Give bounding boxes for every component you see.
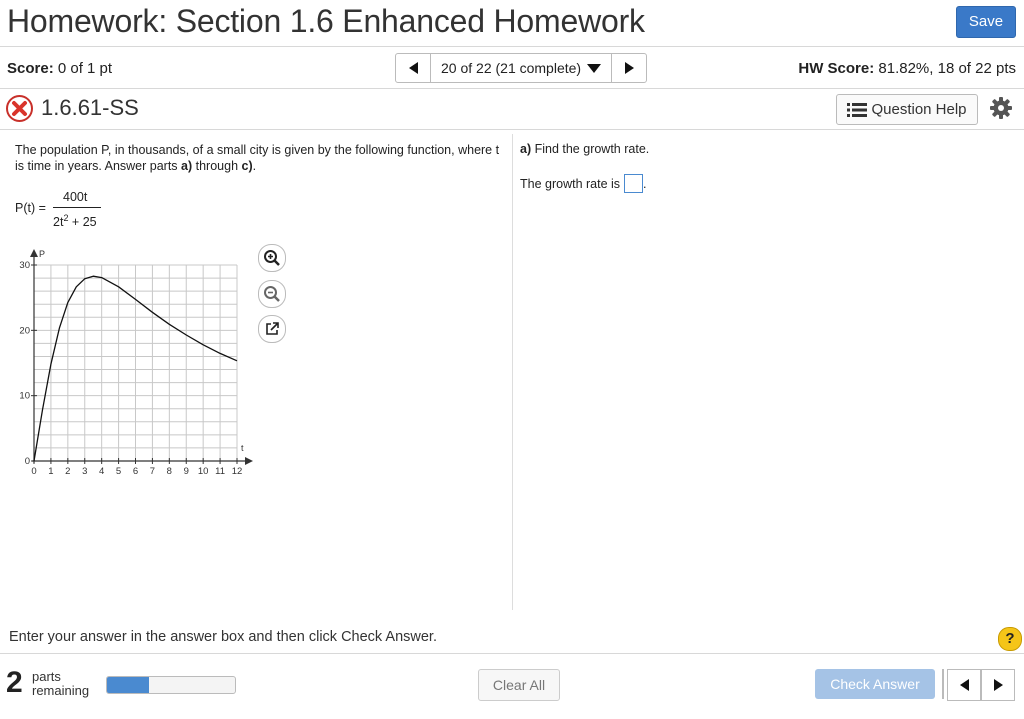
question-position: 20 of 22 (21 complete) xyxy=(441,60,582,76)
problem-text-2: through xyxy=(192,159,242,173)
problem-text: The population P, in thousands, of a small city is given by the following function, where t is time in years. Answer parts xyxy=(15,143,500,173)
y-tick-label: 0 xyxy=(24,456,30,467)
x-tick-label: 0 xyxy=(31,466,37,477)
zoom-out-icon xyxy=(263,285,281,303)
parts-remaining xyxy=(32,670,89,698)
clear-all-button[interactable]: Clear All xyxy=(478,669,560,701)
hw-score xyxy=(798,60,1016,77)
x-tick-label: 7 xyxy=(149,466,156,477)
remaining-label: remaining xyxy=(32,683,90,698)
previous-question-button[interactable] xyxy=(396,54,430,82)
problem-text-3: . xyxy=(252,159,257,173)
den-constant: + 25 xyxy=(68,215,97,230)
x-tick-label: 6 xyxy=(132,466,139,477)
x-tick-label: 3 xyxy=(82,466,88,477)
y-tick-label: 30 xyxy=(19,260,30,271)
question-select-dropdown[interactable] xyxy=(430,54,612,82)
arrow-right-icon xyxy=(994,679,1003,691)
zoom-in-icon xyxy=(263,249,281,267)
y-axis-arrow xyxy=(30,249,38,257)
score xyxy=(7,60,112,77)
function-numerator: 400t xyxy=(63,190,88,204)
gear-icon[interactable] xyxy=(989,96,1013,120)
page-title: Homework: Section 1.6 Enhanced Homework xyxy=(7,3,645,39)
parts-count: 2 xyxy=(6,666,23,699)
open-external-button[interactable] xyxy=(258,315,286,343)
population-graph xyxy=(10,245,260,485)
score-bar xyxy=(0,47,1024,89)
score-label: Score: xyxy=(7,60,54,77)
zoom-out-button[interactable] xyxy=(258,280,286,308)
progress-fill xyxy=(107,677,149,693)
hw-score-value: 81.82%, 18 of 22 pts xyxy=(878,60,1016,77)
x-tick-label: 1 xyxy=(48,466,54,477)
incorrect-x-icon xyxy=(6,95,33,122)
next-part-button[interactable] xyxy=(981,669,1015,701)
x-tick-label: 12 xyxy=(231,466,243,477)
arrow-left-icon xyxy=(960,679,969,691)
part-a-ref: a) xyxy=(181,159,193,173)
answer-prompt: The growth rate is xyxy=(520,176,621,191)
question-navigator xyxy=(395,53,647,83)
hw-score-label: HW Score: xyxy=(798,60,875,77)
x-tick-label: 9 xyxy=(183,466,189,477)
part-a-question xyxy=(520,142,649,156)
function-lhs: P(t) = xyxy=(15,201,46,215)
zoom-in-button[interactable] xyxy=(258,244,286,272)
button-separator xyxy=(942,669,944,699)
answer-line xyxy=(520,174,649,193)
caret-down-icon xyxy=(587,64,601,73)
list-icon xyxy=(847,103,867,117)
y-tick-label: 20 xyxy=(19,325,30,337)
next-question-button[interactable] xyxy=(612,54,646,82)
function-denominator xyxy=(53,213,97,229)
score-value: 0 of 1 pt xyxy=(57,60,113,77)
part-a-label: a) xyxy=(520,142,532,156)
question-help-label: Question Help xyxy=(871,101,967,118)
x-tick-label: 4 xyxy=(99,466,105,477)
help-question-icon[interactable]: ? xyxy=(998,627,1022,651)
den-exponent: 2 xyxy=(63,213,69,223)
footer xyxy=(0,653,1024,719)
part-c-ref: c) xyxy=(241,159,253,173)
x-tick-label: 8 xyxy=(166,466,172,477)
answer-input[interactable] xyxy=(624,174,643,193)
part-a-text: Find the growth rate. xyxy=(531,142,650,156)
page-header xyxy=(0,0,1024,47)
question-bar xyxy=(0,89,1024,130)
answer-pane xyxy=(520,142,649,193)
x-axis-arrow xyxy=(245,457,253,465)
arrow-left-icon xyxy=(409,62,418,74)
y-tick-label: 10 xyxy=(19,390,30,402)
check-answer-button[interactable]: Check Answer xyxy=(815,669,935,699)
parts-label: parts xyxy=(32,669,61,684)
x-tick-label: 5 xyxy=(115,466,122,477)
answer-period: . xyxy=(643,176,647,191)
y-axis-label: P xyxy=(39,249,46,259)
den-base: 2t xyxy=(53,215,64,230)
x-tick-label: 11 xyxy=(215,466,226,477)
previous-part-button[interactable] xyxy=(947,669,981,701)
pane-divider xyxy=(512,134,513,610)
x-axis-label: t xyxy=(241,443,244,453)
x-tick-label: 2 xyxy=(65,466,71,477)
question-help-button[interactable] xyxy=(836,94,978,125)
save-button[interactable]: Save xyxy=(956,6,1016,38)
arrow-right-icon xyxy=(625,62,634,74)
instructions: Enter your answer in the answer box and then click Check Answer. xyxy=(9,629,437,645)
x-tick-label: 10 xyxy=(197,466,209,477)
external-link-icon xyxy=(264,321,280,337)
progress-bar xyxy=(106,676,236,694)
question-id: 1.6.61-SS xyxy=(41,95,139,120)
problem-statement xyxy=(15,142,505,174)
fraction-bar xyxy=(53,207,101,208)
